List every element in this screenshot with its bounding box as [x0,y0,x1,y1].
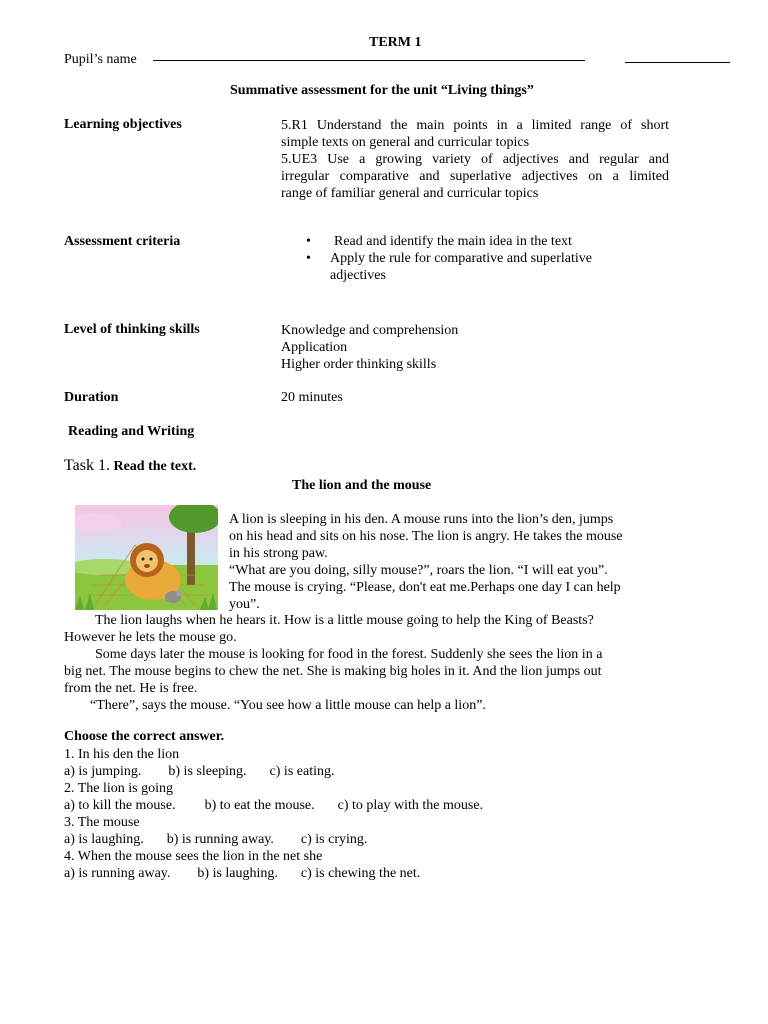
bullet-icon: • [306,251,311,266]
story-line: from the net. He is free. [64,681,198,696]
answer-option-b[interactable]: b) is laughing. [197,866,278,881]
story-line: in his strong paw. [229,546,328,561]
duration-value: 20 minutes [281,390,343,405]
term-heading: TERM 1 [369,35,422,50]
story-line: on his head and sits on his nose. The lion is angry. He takes the mouse [229,529,623,544]
objective-line: simple texts on general and curricular topics [281,135,530,150]
answer-option-a[interactable]: a) is jumping. [64,764,142,779]
question-text: 1. In his den the lion [64,747,180,762]
answer-option-b[interactable]: b) to eat the mouse. [204,798,315,813]
thinking-skill: Application [281,340,348,355]
section-heading: Reading and Writing [68,424,195,439]
answer-options [64,763,483,780]
criteria-item: Apply the rule for comparative and superlative [330,251,593,266]
answer-option-b[interactable]: b) is running away. [166,832,274,847]
objective-line: 5.UE3 Use a growing variety of adjectives and regular and [281,152,669,167]
answer-option-a[interactable]: a) is running away. [64,866,171,881]
answer-option-c[interactable]: c) to play with the mouse. [337,798,484,813]
story-line: The lion laughs when he hears it. How is a little mouse going to help the King of Beasts? [95,613,594,628]
question-text: 3. The mouse [64,815,140,830]
thinking-skill: Higher order thinking skills [281,357,437,372]
bullet-icon: • [306,234,311,249]
objective-line: range of familiar general and curricular topics [281,186,539,201]
objectives-text [281,117,669,202]
objective-line: 5.R1 Understand the main points in a limited range of short [281,118,669,133]
objective-line: irregular comparative and superlative adjectives on a limited [281,169,669,184]
question-text: 2. The lion is going [64,781,174,796]
answer-option-c[interactable]: c) is crying. [300,832,368,847]
thinking-skills-list [281,322,458,373]
answer-option-c[interactable]: c) is eating. [269,764,335,779]
story-side-text [229,511,623,613]
task-instruction: Read the text. [113,459,197,474]
task-number: Task 1. [64,457,110,474]
question-text: 4. When the mouse sees the lion in the net she [64,849,323,864]
story-line: However he lets the mouse go. [64,630,237,645]
learning-objectives-label: Learning objectives [64,117,182,132]
pupil-name-label: Pupil’s name [64,52,137,67]
thinking-skill: Knowledge and comprehension [281,323,459,338]
story-line: Some days later the mouse is looking for food in the forest. Suddenly she sees the lion in a [95,647,603,662]
answer-options [64,797,483,814]
story-title: The lion and the mouse [292,478,432,493]
story-line: The mouse is crying. “Please, don't eat me.Perhaps one day I can help [229,580,621,595]
story-line: big net. The mouse begins to chew the net. She is making big holes in it. And the lion jumps out [64,664,602,679]
answer-options [64,831,483,848]
answer-option-a[interactable]: a) is laughing. [64,832,144,847]
criteria-item-continued: adjectives [330,268,386,283]
quiz-heading: Choose the correct answer. [64,729,225,744]
thinking-skills-label: Level of thinking skills [64,322,200,337]
story-line: “There”, says the mouse. “You see how a little mouse can help a lion”. [90,698,486,713]
story-body-text [64,612,602,714]
criteria-item: Read and identify the main idea in the text [334,234,572,249]
story-line: you”. [229,597,260,612]
story-line: A lion is sleeping in his den. A mouse runs into the lion’s den, jumps [229,512,614,527]
story-line: “What are you doing, silly mouse?”, roars the lion. “I will eat you”. [229,563,608,578]
assessment-criteria-label: Assessment criteria [64,234,181,249]
extra-name-line[interactable] [625,62,730,63]
duration-label: Duration [64,390,119,405]
answer-option-c[interactable]: c) is chewing the net. [300,866,421,881]
quiz-questions [64,746,483,882]
lion-mouse-illustration [75,505,218,610]
answer-option-b[interactable]: b) is sleeping. [168,764,247,779]
answer-option-a[interactable]: a) to kill the mouse. [64,798,176,813]
assessment-title: Summative assessment for the unit “Living things” [230,83,534,98]
task-heading [64,457,196,475]
pupil-name-line[interactable] [153,60,585,61]
answer-options [64,865,483,882]
